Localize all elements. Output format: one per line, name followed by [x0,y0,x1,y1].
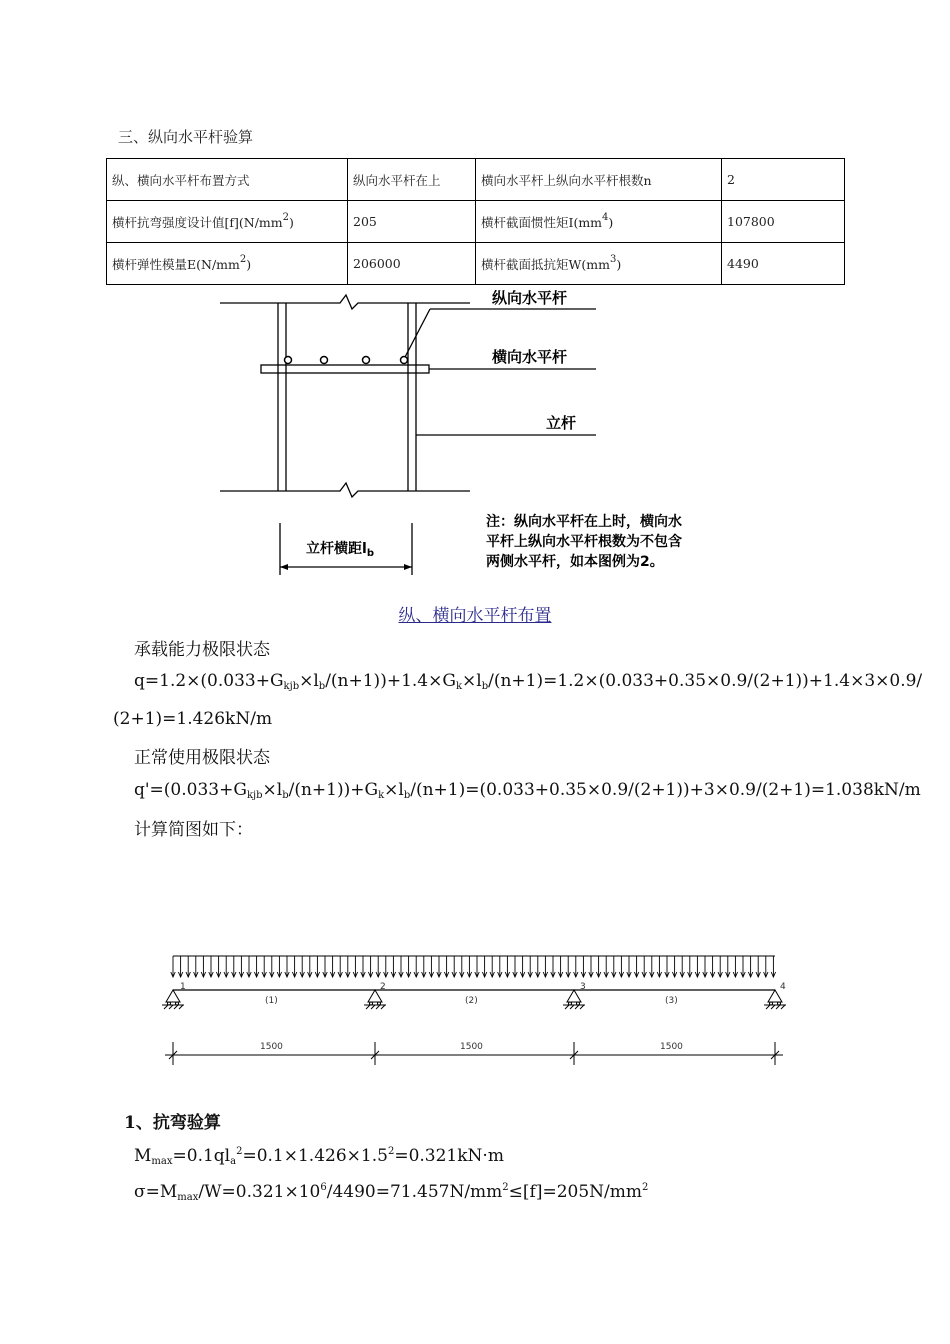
note-line: 两侧水平杆，如本图例为2。 [486,554,664,570]
longitudinal-bar-section [285,357,292,364]
formula-q-line2: (2+1)=1.426kN/m [113,709,273,729]
note-line: 平杆上纵向水平杆根数为不包含 [486,534,682,550]
distributed-load [171,956,776,977]
table-cell: 横杆弹性模量$E(N/mm^2)$ [107,243,348,285]
table-cell: 205 [348,201,476,243]
span-label: (2) [465,996,478,1006]
pin-support [364,990,386,1009]
pin-support [764,990,786,1009]
section-title: 三、纵向水平杆验算 [118,128,254,146]
span-label: (1) [265,996,278,1006]
span-length: 1500 [660,1042,683,1052]
state-service: 正常使用极限状态 [134,748,270,768]
beam-diagram [0,945,950,1070]
support-label: 3 [580,982,586,992]
pin-support [162,990,184,1009]
check-title: 1、抗弯验算 [124,1113,221,1133]
table-cell: 横向水平杆上纵向水平杆根数n [476,159,722,201]
table-cell: 206000 [348,243,476,285]
diagram-intro: 计算简图如下： [134,820,253,840]
table-row [107,159,845,201]
note-line: 注：纵向水平杆在上时，横向水 [486,514,682,530]
table-row [107,243,845,285]
formula-stress: $\sigma=M_{max}/W=0.321\times 10^6/4490=71.457N/mm^2\le[f]=205N/mm^2$ [134,1182,649,1203]
span-length: 1500 [460,1042,483,1052]
table-cell: 横杆抗弯强度设计值$[f](N/mm^2)$ [107,201,348,243]
support-label: 2 [380,982,386,992]
longitudinal-bar-section [401,357,408,364]
label-transverse: 横向水平杆 [492,348,568,366]
figure-caption: 纵、横向水平杆布置 [398,606,552,626]
layout-figure [0,285,950,585]
span-length: 1500 [260,1042,283,1052]
formula-q-line1: $q=1.2\times(0.033+G_{kjb}\times l_b/(n+1))+1.4\times G_k\times l_b/(n+1)=1.2\times(0.033+0.35\times 0.9/(2+1))+1.4\times 3\times 0.9/$ [134,671,923,692]
table-cell: 纵向水平杆在上 [348,159,476,201]
longitudinal-bar-section [363,357,370,364]
support-label: 4 [780,982,786,992]
table-cell: 纵、横向水平杆布置方式 [107,159,348,201]
table-cell: 2 [722,159,845,201]
support-label: 1 [180,982,186,992]
table-cell: 107800 [722,201,845,243]
label-pole: 立杆 [546,414,577,432]
table-cell: 4490 [722,243,845,285]
span-label: (3) [665,996,678,1006]
state-ultimate: 承载能力极限状态 [134,640,270,660]
pin-support [563,990,585,1009]
parameter-table [106,158,845,285]
formula-q-prime: $q'=(0.033+G_{kjb}\times l_b/(n+1))+G_k\times l_b/(n+1)=(0.033+0.35\times 0.9/(2+1))+3\times 0.9/(2+1)=1.038kN/m$ [134,780,921,801]
table-cell: 横杆截面抵抗矩$W(mm^3)$ [476,243,722,285]
longitudinal-bar-section [321,357,328,364]
formula-moment: $M_{max}=0.1ql_a^2=0.1\times 1.426\times 1.5^2=0.321kN\cdot m$ [134,1146,504,1167]
label-spacing: 立杆横距$l_b$ [306,541,374,559]
table-cell: 横杆截面惯性矩$I(mm^4)$ [476,201,722,243]
table-row [107,201,845,243]
label-longitudinal: 纵向水平杆 [492,289,568,307]
